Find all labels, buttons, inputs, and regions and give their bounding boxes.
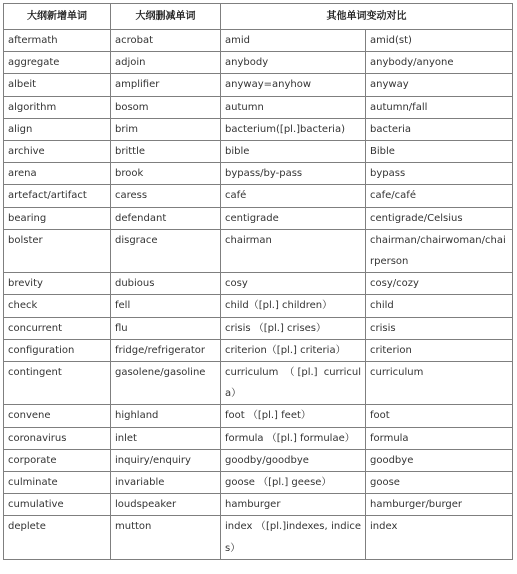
table-row [4,185,513,207]
old-form-cell: formula （[pl.] formulae） [221,427,366,449]
removed-word-cell: brim [111,118,221,140]
header-added-words: 大纲新增单词 [4,4,111,30]
old-form-cell: chairman [221,229,366,272]
removed-word-cell: fridge/refrigerator [111,339,221,361]
old-form-cell: index （[pl.]indexes, indices） [221,516,366,559]
removed-word-cell: bosom [111,96,221,118]
header-other-changes: 其他单词变动对比 [221,4,513,30]
added-word-cell: albeit [4,74,111,96]
table-row [4,317,513,339]
removed-word-cell: inlet [111,427,221,449]
added-word-cell: algorithm [4,96,111,118]
removed-word-cell: loudspeaker [111,494,221,516]
table-row [4,472,513,494]
removed-word-cell: brook [111,163,221,185]
new-form-cell: goose [366,472,513,494]
removed-word-cell: acrobat [111,30,221,52]
old-form-cell: autumn [221,96,366,118]
table-row [4,30,513,52]
new-form-cell: goodbye [366,449,513,471]
new-form-cell: chairman/chairwoman/chairperson [366,229,513,272]
old-form-cell: bible [221,141,366,163]
new-form-cell: bypass [366,163,513,185]
new-form-cell: Bible [366,141,513,163]
table-row [4,52,513,74]
new-form-cell: hamburger/burger [366,494,513,516]
added-word-cell: artefact/artifact [4,185,111,207]
added-word-cell: brevity [4,273,111,295]
removed-word-cell: fell [111,295,221,317]
removed-word-cell: caress [111,185,221,207]
removed-word-cell: mutton [111,516,221,559]
removed-word-cell: inquiry/enquiry [111,449,221,471]
removed-word-cell: brittle [111,141,221,163]
new-form-cell: bacteria [366,118,513,140]
added-word-cell: convene [4,405,111,427]
new-form-cell: criterion [366,339,513,361]
table-row [4,494,513,516]
table-row [4,516,513,559]
added-word-cell: configuration [4,339,111,361]
removed-word-cell: invariable [111,472,221,494]
table-row [4,427,513,449]
added-word-cell: bolster [4,229,111,272]
old-form-cell: child（[pl.] children） [221,295,366,317]
removed-word-cell: dubious [111,273,221,295]
table-row [4,74,513,96]
added-word-cell: culminate [4,472,111,494]
added-word-cell: contingent [4,362,111,405]
old-form-cell: bypass/by-pass [221,163,366,185]
added-word-cell: check [4,295,111,317]
table-row [4,118,513,140]
added-word-cell: deplete [4,516,111,559]
old-form-cell: bacterium([pl.]bacteria) [221,118,366,140]
removed-word-cell: gasolene/gasoline [111,362,221,405]
old-form-cell: café [221,185,366,207]
new-form-cell: child [366,295,513,317]
old-form-cell: goose （[pl.] geese） [221,472,366,494]
table-row [4,207,513,229]
table-row [4,362,513,405]
old-form-cell: cosy [221,273,366,295]
added-word-cell: aftermath [4,30,111,52]
old-form-cell: curriculum （[pl.] curricula） [221,362,366,405]
table-row [4,229,513,272]
new-form-cell: crisis [366,317,513,339]
added-word-cell: concurrent [4,317,111,339]
old-form-cell: anybody [221,52,366,74]
removed-word-cell: highland [111,405,221,427]
new-form-cell: foot [366,405,513,427]
table-row [4,405,513,427]
old-form-cell: goodby/goodbye [221,449,366,471]
header-removed-words: 大纲删减单词 [111,4,221,30]
old-form-cell: hamburger [221,494,366,516]
old-form-cell: foot （[pl.] feet） [221,405,366,427]
added-word-cell: bearing [4,207,111,229]
table-header-row [4,4,513,30]
table-row [4,96,513,118]
old-form-cell: crisis （[pl.] crises） [221,317,366,339]
table-row [4,339,513,361]
old-form-cell: amid [221,30,366,52]
added-word-cell: cumulative [4,494,111,516]
new-form-cell: anybody/anyone [366,52,513,74]
added-word-cell: corporate [4,449,111,471]
removed-word-cell: flu [111,317,221,339]
removed-word-cell: adjoin [111,52,221,74]
new-form-cell: cosy/cozy [366,273,513,295]
new-form-cell: centigrade/Celsius [366,207,513,229]
added-word-cell: aggregate [4,52,111,74]
old-form-cell: criterion（[pl.] criteria） [221,339,366,361]
new-form-cell: index [366,516,513,559]
removed-word-cell: disgrace [111,229,221,272]
old-form-cell: centigrade [221,207,366,229]
added-word-cell: align [4,118,111,140]
new-form-cell: curriculum [366,362,513,405]
table-row [4,273,513,295]
added-word-cell: archive [4,141,111,163]
new-form-cell: anyway [366,74,513,96]
table-row [4,295,513,317]
vocabulary-comparison-table [3,3,513,560]
new-form-cell: cafe/café [366,185,513,207]
table-row [4,163,513,185]
table-row [4,141,513,163]
added-word-cell: arena [4,163,111,185]
removed-word-cell: defendant [111,207,221,229]
new-form-cell: amid(st) [366,30,513,52]
old-form-cell: anyway=anyhow [221,74,366,96]
removed-word-cell: amplifier [111,74,221,96]
new-form-cell: formula [366,427,513,449]
table-row [4,449,513,471]
new-form-cell: autumn/fall [366,96,513,118]
added-word-cell: coronavirus [4,427,111,449]
